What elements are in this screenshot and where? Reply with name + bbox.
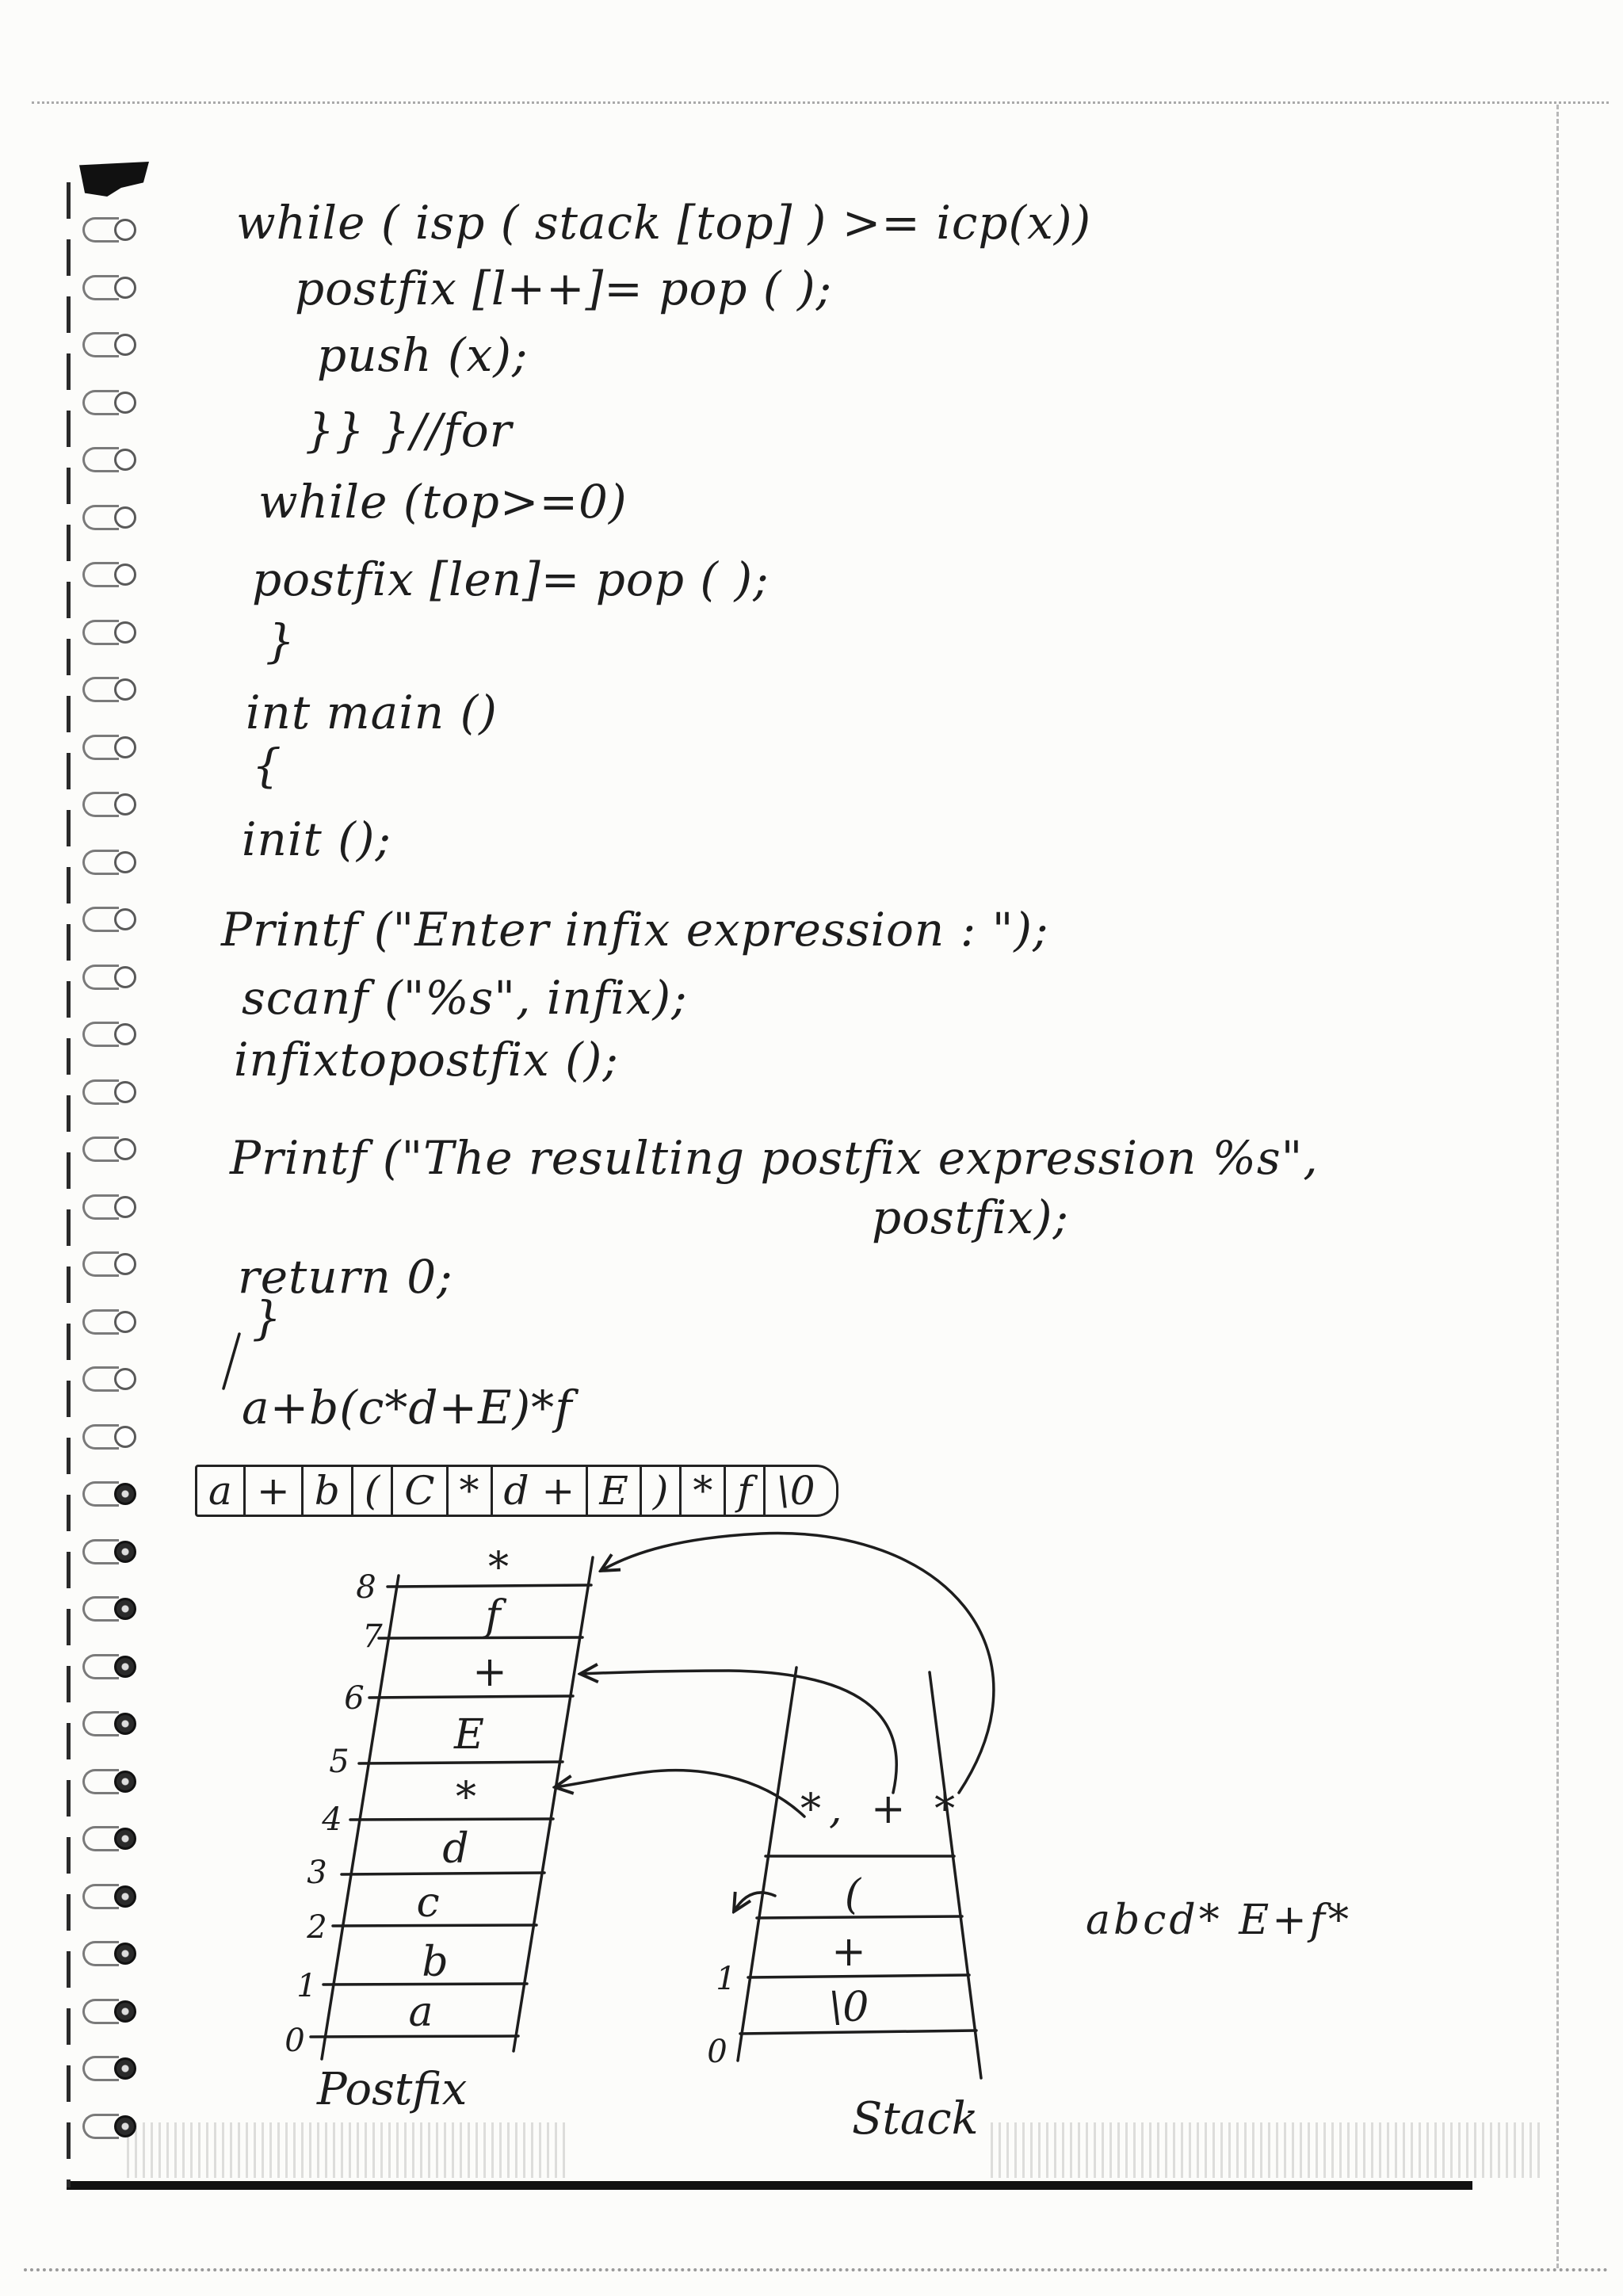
postfix-cell: d [442, 1825, 469, 1873]
array-cell: * [679, 1467, 724, 1515]
postfix-cell: * [456, 1774, 476, 1821]
array-cell: * [446, 1467, 491, 1515]
array-cell: \0 [763, 1467, 836, 1515]
stack-cell: ( [844, 1871, 861, 1919]
postfix-row-line [379, 1637, 582, 1638]
postfix-index: 7 [362, 1618, 383, 1655]
postfix-index: 8 [356, 1569, 376, 1606]
postfix-cell: E [454, 1711, 484, 1759]
array-cell: + [243, 1467, 301, 1515]
postfix-index: 0 [285, 2023, 305, 2059]
code-line: } [265, 614, 296, 668]
code-line: return 0; [238, 1250, 453, 1304]
postfix-index: 1 [296, 1968, 317, 2004]
stack-right-rail [930, 1672, 981, 2078]
pop-arrow-star [555, 1771, 804, 1817]
stack-index: 1 [716, 1961, 736, 1997]
operator-stack [707, 1668, 981, 2145]
push-arrow-icon [734, 1893, 775, 1912]
postfix-index: 5 [329, 1744, 349, 1780]
stack-index: 0 [707, 2034, 727, 2070]
code-line: push (x); [317, 328, 529, 382]
postfix-index: 2 [307, 1909, 327, 1946]
infix-expression: a+b(c*d+E)*f [242, 1381, 573, 1435]
code-line: postfix); [872, 1190, 1070, 1244]
brace-stroke [223, 1334, 239, 1389]
postfix-row-line [350, 1819, 553, 1820]
code-line: } [252, 1291, 282, 1345]
postfix-right-rail [514, 1557, 593, 2051]
stack-incoming-operators: *, + * [800, 1786, 964, 1833]
array-cell: ( [351, 1467, 391, 1515]
code-line: postfix [len]= pop ( ); [252, 552, 769, 606]
postfix-cell: c [416, 1879, 440, 1927]
code-line: { [252, 739, 282, 793]
code-line: int main () [246, 686, 498, 739]
postfix-index: 6 [344, 1680, 365, 1717]
postfix-cell: + [472, 1648, 507, 1696]
postfix-row-line [369, 1696, 573, 1698]
stack-cell: + [831, 1928, 866, 1976]
array-cell: ) [640, 1467, 680, 1515]
postfix-row-line [359, 1762, 563, 1763]
postfix-array [285, 1544, 593, 2115]
code-line: infixtopostfix (); [234, 1033, 619, 1087]
stack-cell: \0 [828, 1984, 869, 2031]
array-cell: f [724, 1467, 763, 1515]
code-line: while ( isp ( stack [top] ) >= icp(x)) [236, 196, 1092, 250]
stack-left-rail [738, 1668, 796, 2061]
postfix-cell: * [488, 1544, 509, 1591]
code-line: Printf ("Enter infix expression : "); [221, 903, 1049, 957]
postfix-cell: f [485, 1592, 501, 1640]
postfix-index: 3 [307, 1855, 327, 1891]
postfix-label: Postfix [317, 2064, 468, 2115]
code-line: init (); [242, 812, 391, 866]
array-cell: C [391, 1467, 445, 1515]
array-cell: a [208, 1468, 232, 1514]
postfix-cell: b [422, 1939, 449, 1986]
code-line: scanf ("%s", infix); [242, 971, 688, 1025]
code-line: }} }//for [305, 403, 513, 457]
stack-label: Stack [852, 2093, 979, 2145]
postfix-row-line [342, 1873, 544, 1874]
postfix-cell: a [408, 1988, 433, 2036]
array-cell: d + [491, 1467, 586, 1515]
postfix-index: 4 [322, 1801, 342, 1838]
code-line: while (top>=0) [258, 475, 628, 529]
postfix-result: abcd* E+f* [1086, 1897, 1353, 1944]
array-cell: b [301, 1467, 351, 1515]
code-line: Printf ("The resulting postfix expression %s", [230, 1131, 1319, 1185]
pop-arrow-star-top [601, 1534, 994, 1793]
postfix-row-line [311, 2036, 518, 2037]
code-line: postfix [l++]= pop ( ); [295, 262, 833, 315]
array-cell: E [586, 1467, 640, 1515]
